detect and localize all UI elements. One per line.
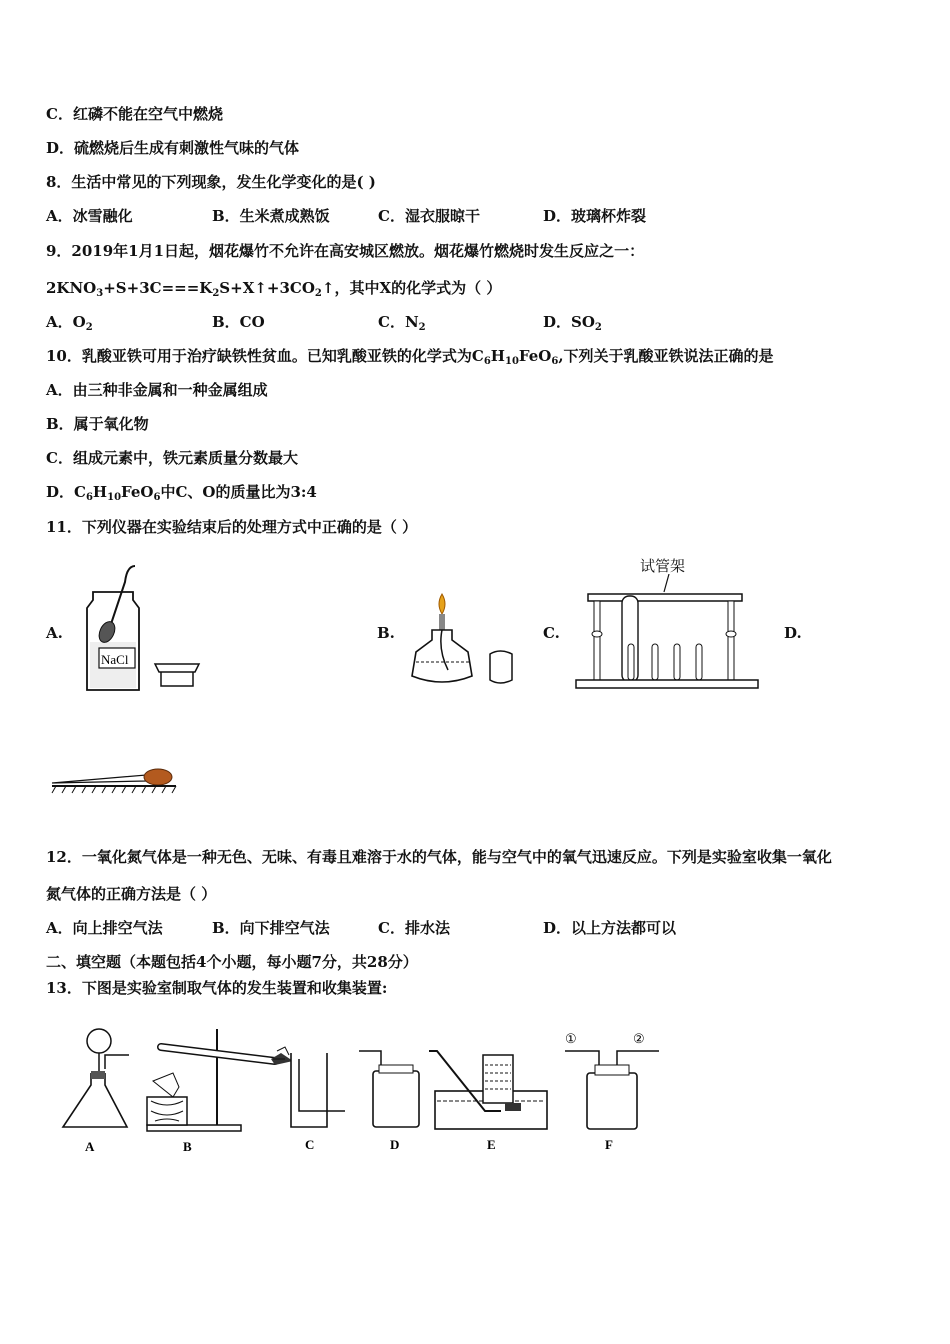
label-d: D [390, 1137, 400, 1152]
q9-stem: 9．2019年1月1日起，烟花爆竹不允许在高安城区燃放。烟花爆竹燃烧时发生反应之一： [46, 242, 645, 260]
apparatus-c [291, 1053, 345, 1152]
q7-option-c: C．红磷不能在空气中燃烧 [46, 105, 223, 123]
q11-label-b: B. [377, 624, 395, 642]
apparatus-a [63, 1029, 129, 1154]
apparatus-d [359, 1051, 419, 1152]
apparatus-f [565, 1032, 659, 1152]
q10-option-b: B．属于氧化物 [46, 415, 149, 433]
q8-option-b: B．生米煮成熟饭 [212, 207, 330, 225]
q12-option-c: C．排水法 [378, 919, 450, 937]
apparatus-e [429, 1051, 547, 1152]
q8-option-d: D．玻璃杯炸裂 [543, 207, 647, 225]
nacl-label: NaCl [101, 652, 129, 667]
q12-option-d: D．以上方法都可以 [543, 919, 677, 937]
label-c: C [305, 1137, 315, 1152]
label-e: E [487, 1137, 496, 1152]
q10-option-d: D．$C_6H_{10}FeO_6$中C、O的质量比为3:4 [46, 483, 317, 503]
q9-option-d: D．$SO_2$ [543, 313, 602, 333]
q11-label-a: A. [46, 624, 63, 642]
q8-option-c: C．湿衣服晾干 [378, 207, 480, 225]
q9-equation: $2KNO_3+S+3C===K_2S+X↑+3CO_2↑$，其中X的化学式为（ ） [46, 279, 502, 299]
label-b: B [183, 1139, 192, 1154]
q11-figure-d-dropper [50, 765, 180, 797]
q10-option-c: C．组成元素中，铁元素质量分数最大 [46, 449, 298, 467]
q9-option-b: B．CO [212, 313, 265, 331]
test-tube-rack-label: 试管架 [640, 557, 686, 575]
q7-option-d: D．硫燃烧后生成有刺激性气味的气体 [46, 139, 300, 157]
q12-stem-line2: 氮气体的正确方法是（ ） [46, 885, 217, 903]
q10-option-a: A．由三种非金属和一种金属组成 [46, 381, 268, 399]
label-a: A [85, 1139, 95, 1154]
q11-label-c: C. [543, 624, 560, 642]
q13-stem: 13．下图是实验室制取气体的发生装置和收集装置: [46, 979, 388, 997]
q9-option-a: A．$O_2$ [46, 313, 93, 333]
label-f: F [605, 1137, 613, 1152]
q10-stem: 10．乳酸亚铁可用于治疗缺铁性贫血。已知乳酸亚铁的化学式为$C_6H_{10}FeO_6$,下列关于乳酸亚铁说法正确的是 [46, 347, 774, 367]
q11-stem: 11．下列仪器在实验结束后的处理方式中正确的是（ ） [46, 518, 418, 536]
q13-apparatus-figure [55, 1025, 675, 1160]
q12-stem-line1: 12．一氧化氮气体是一种无色、无味、有毒且难溶于水的气体，能与空气中的氧气迅速反应。下列是实验室收集一氧化 [46, 848, 832, 866]
q12-option-b: B．向下排空气法 [212, 919, 330, 937]
port-1: ① [565, 1032, 577, 1047]
q9-option-c: C．$N_2$ [378, 313, 426, 333]
q12-option-a: A．向上排空气法 [46, 919, 163, 937]
q8-option-a: A．冰雪融化 [46, 207, 133, 225]
q11-label-d: D. [784, 624, 802, 642]
q8-stem: 8．生活中常见的下列现象，发生化学变化的是( ) [46, 173, 376, 191]
port-2: ② [633, 1032, 645, 1047]
apparatus-b [147, 1029, 311, 1154]
q11-figure-c-test-tube-rack [574, 574, 764, 692]
section-heading: 二、填空题（本题包括4个小题，每小题7分，共28分） [46, 953, 418, 971]
q11-figure-b-alcohol-lamp [408, 590, 528, 690]
q11-figure-a-reagent-bottle [75, 562, 205, 694]
